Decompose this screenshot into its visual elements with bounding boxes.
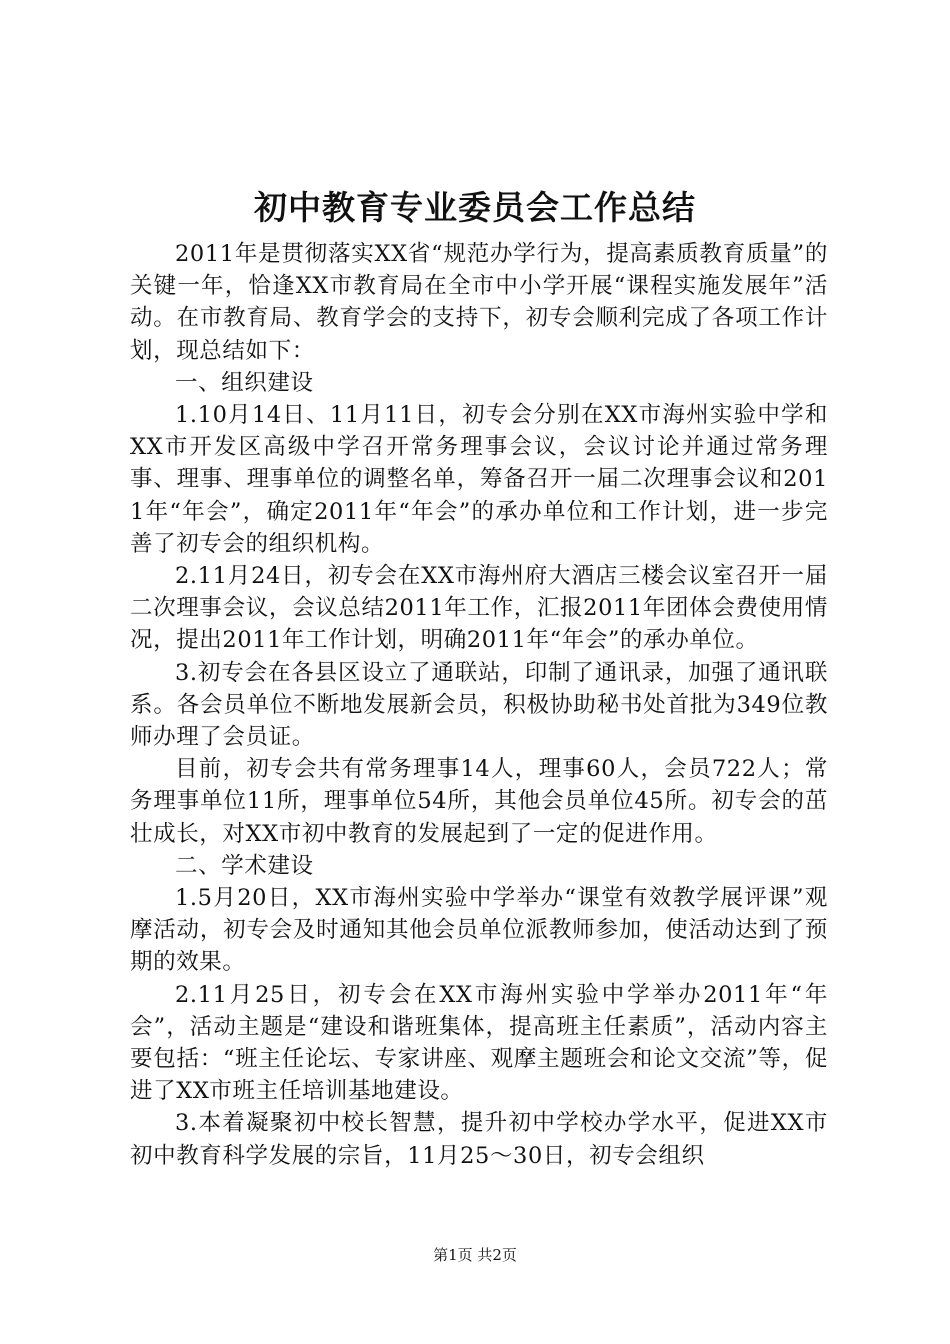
document-body (130, 238, 828, 1172)
page-footer: 第1页 共2页 (433, 1246, 517, 1264)
section-heading-academic: 二、学术建设 (175, 852, 314, 879)
paragraph-org-status: 目前，初专会共有常务理事14人，理事60人，会员722人；常务理事单位11所，理事单位54所，其他会员单位45所。初专会的茁壮成长，对XX市初中教育的发展起到了一定的促进作用。 (130, 756, 828, 847)
paragraph-org-2: 2.11月24日，初专会在XX市海州府大酒店三楼会议室召开一届二次理事会议，会议总结2011年工作，汇报2011年团体会费使用情况，提出2011年工作计划，明确2011年“年会”的承办单位。 (130, 563, 828, 654)
paragraph-academic-1: 1.5月20日，XX市海州实验中学举办“课堂有效教学展评课”观摩活动，初专会及时通知其他会员单位派教师参加，使活动达到了预期的效果。 (130, 885, 828, 976)
document-title: 初中教育专业委员会工作总结 (254, 188, 696, 227)
paragraph-org-3: 3.初专会在各县区设立了通联站，印制了通讯录，加强了通讯联系。各会员单位不断地发展新会员，积极协助秘书处首批为349位教师办理了会员证。 (130, 659, 828, 751)
section-heading-organization: 一、组织建设 (175, 369, 314, 396)
paragraph-org-1: 1.10月14日、11月11日，初专会分别在XX市海州实验中学和XX市开发区高级中学召开常务理事会议，会议讨论并通过常务理事、理事、理事单位的调整名单，筹备召开一届二次理事会议和2011年“年会”，确定2011年“年会”的承办单位和工作计划，进一步完善了初专会的组织机构。 (130, 402, 828, 557)
paragraph-academic-3: 3.本着凝聚初中校长智慧，提升初中学校办学水平，促进XX市初中教育科学发展的宗旨，11月25～30日，初专会组织 (130, 1110, 828, 1169)
paragraph-academic-2: 2.11月25日，初专会在XX市海州实验中学举办2011年“年会”，活动主题是“建设和谐班集体，提高班主任素质”，活动内容主要包括：“班主任论坛、专家讲座、观摩主题班会和论文交流”等，促进了XX市班主任培训基地建设。 (130, 981, 828, 1105)
paragraph-intro: 2011年是贯彻落实XX省“规范办学行为，提高素质教育质量”的关键一年，恰逢XX市教育局在全市中小学开展“课程实施发展年”活动。在市教育局、教育学会的支持下，初专会顺利完成了各项工作计划，现总结如下： (130, 241, 828, 364)
